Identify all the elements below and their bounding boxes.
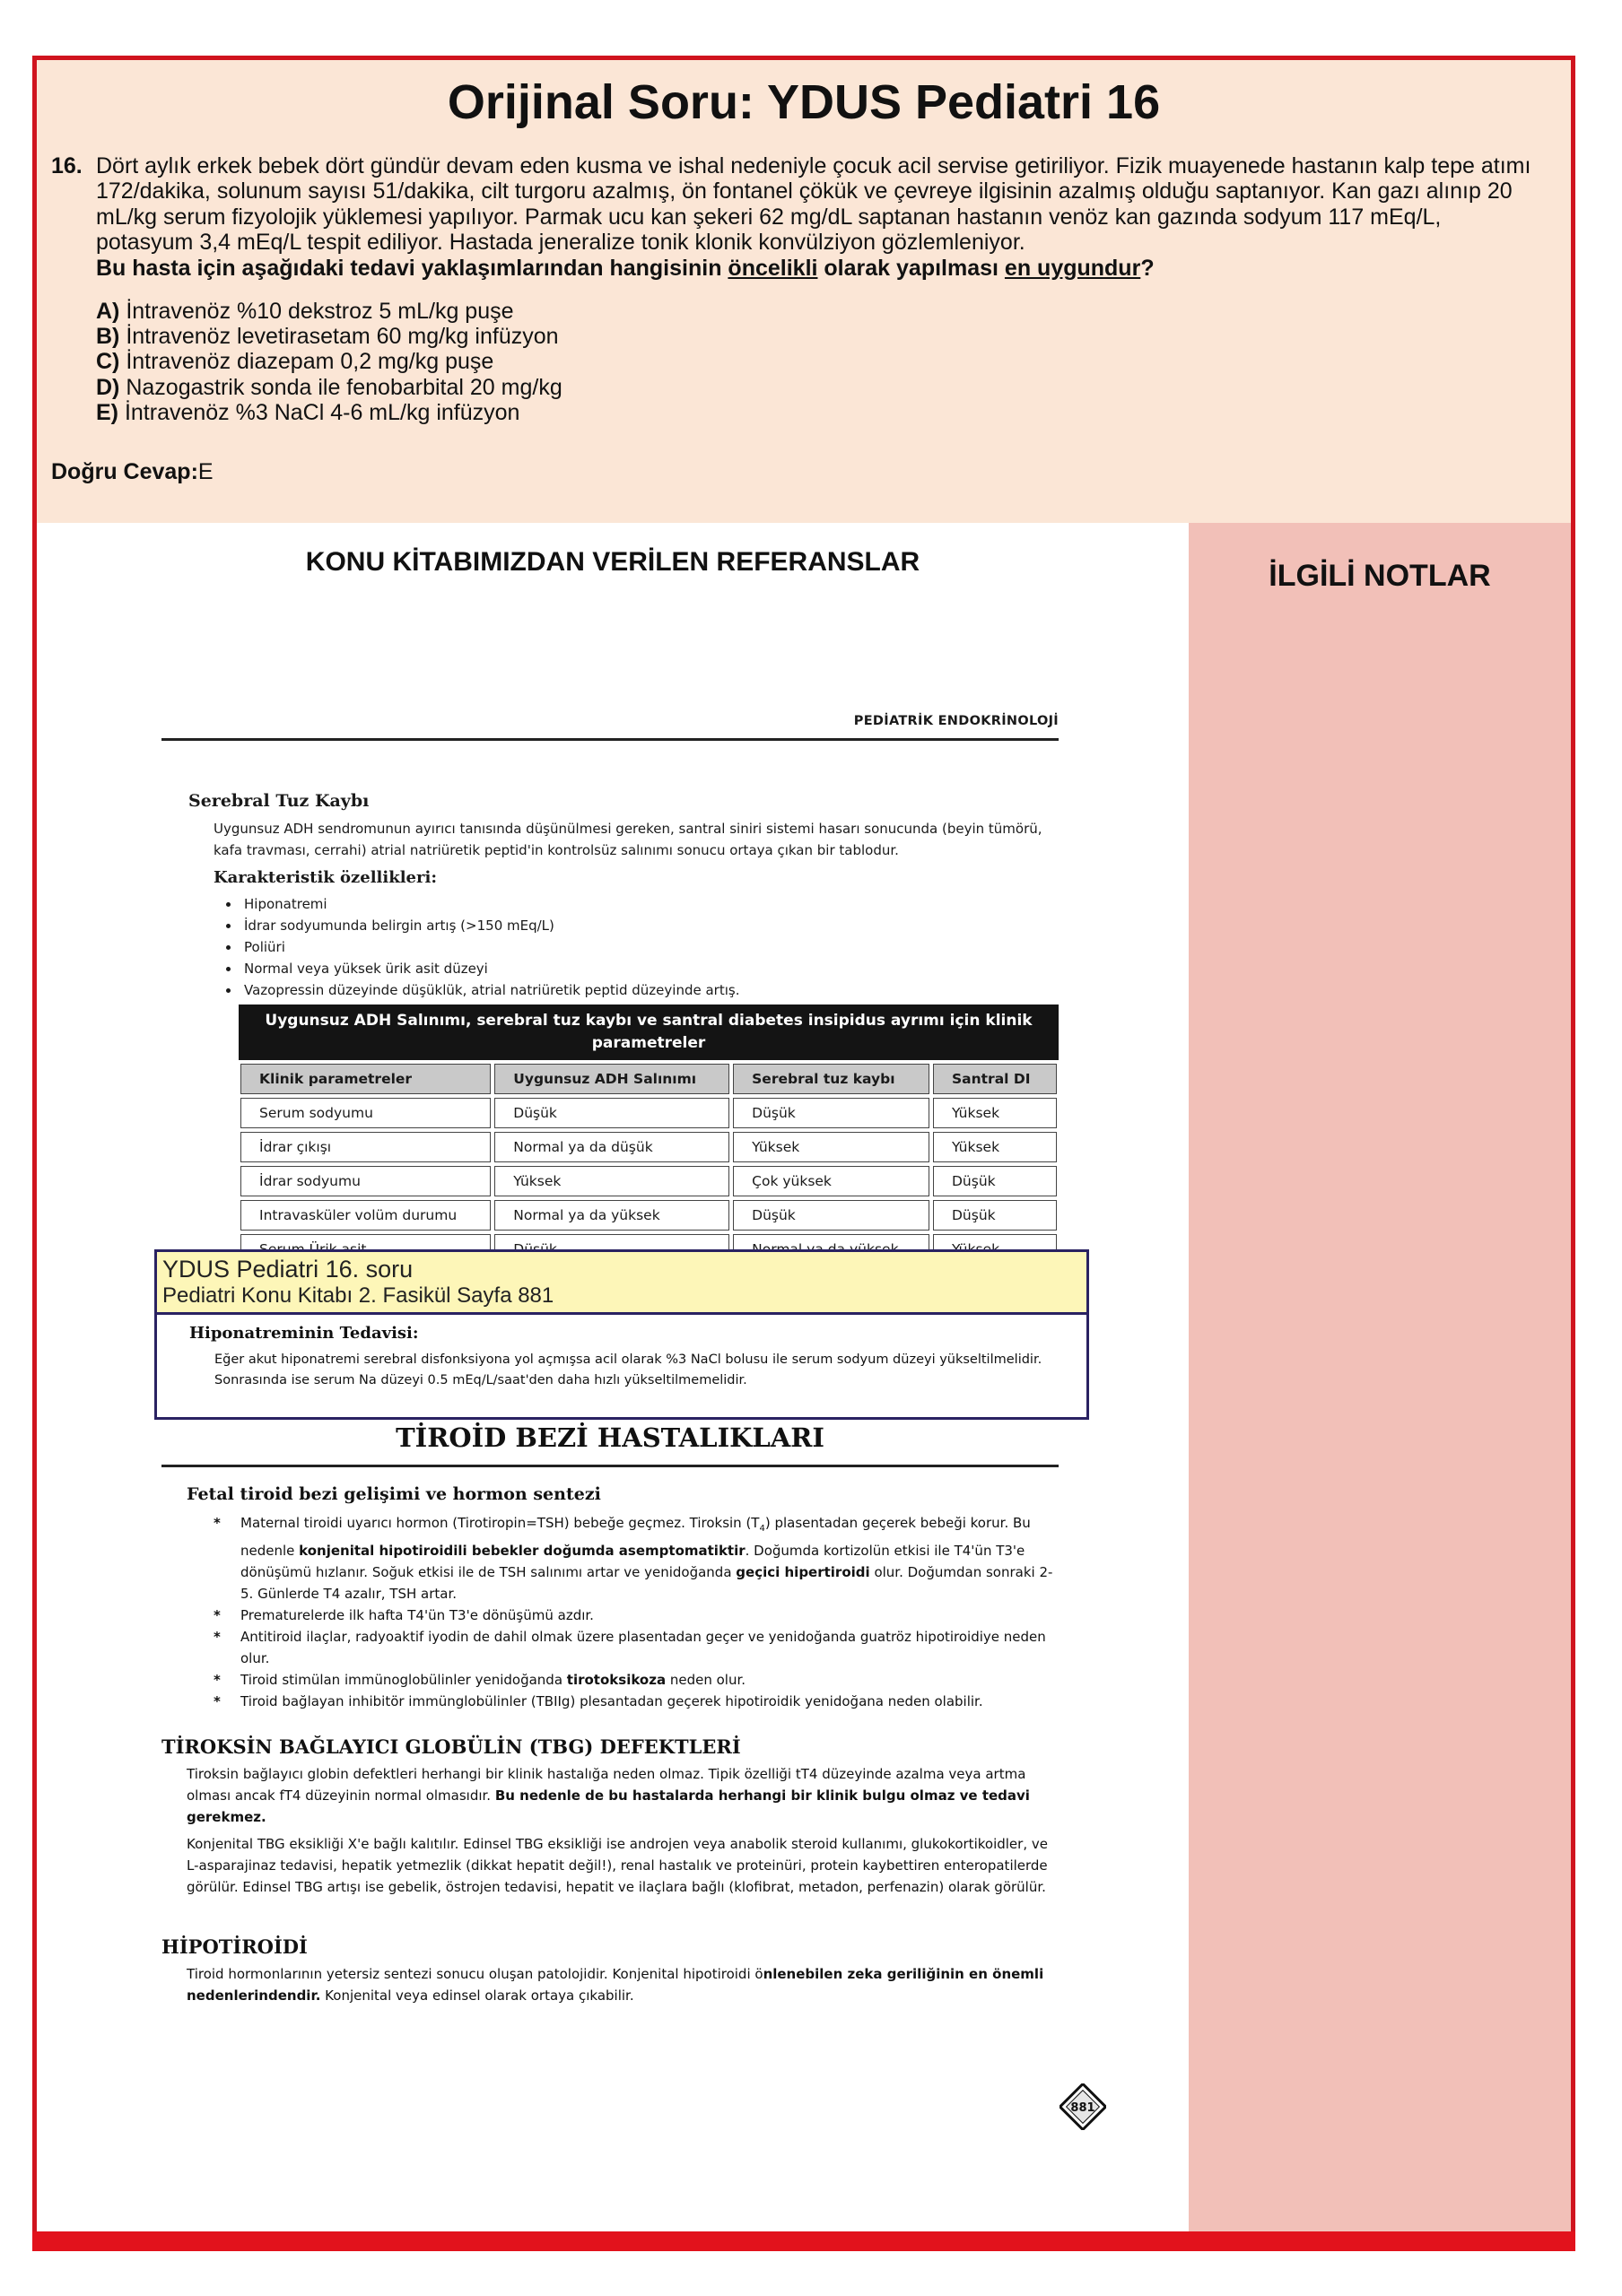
- table-cell: Düşük: [933, 1200, 1057, 1231]
- prompt-part-c: ?: [1140, 255, 1155, 281]
- table-header-cell: Serebral tuz kaybı: [733, 1064, 929, 1094]
- option-letter: E): [96, 399, 118, 425]
- prompt-underline-2: en uygundur: [1004, 255, 1141, 281]
- reference-source-line: YDUS Pediatri 16. soru: [162, 1256, 414, 1283]
- option-text: İntravenöz %10 dekstroz 5 mL/kg puşe: [119, 299, 514, 324]
- table-row: [240, 1098, 1057, 1128]
- notes-panel: [1189, 523, 1571, 2231]
- fetal-title: Fetal tiroid bezi gelişimi ve hormon sentezi: [187, 1484, 601, 1504]
- table-header-cell: Klinik parametreler: [240, 1064, 491, 1094]
- table-cell: İdrar sodyumu: [240, 1166, 491, 1196]
- fetal-item: * Prematurelerde ilk hafta T4'ün T3'e dönüşümü azdır.: [240, 1605, 1059, 1626]
- correct-answer-value: E: [197, 459, 214, 484]
- option-text: Nazogastrik sonda ile fenobarbital 20 mg/kg: [119, 374, 562, 400]
- hipo-title: Hiponatreminin Tedavisi:: [189, 1324, 419, 1343]
- fetal-list: [190, 1512, 1059, 1712]
- prompt-part-b: olarak yapılması: [817, 255, 1005, 281]
- features-list: [188, 893, 1059, 1001]
- option-e[interactable]: [96, 400, 562, 425]
- table-header-row: [240, 1064, 1057, 1094]
- table-cell: Düşük: [494, 1098, 729, 1128]
- chapter-rule: [161, 1465, 1059, 1467]
- header-rule: [161, 738, 1059, 741]
- table-row: [240, 1200, 1057, 1231]
- table-cell: Yüksek: [494, 1166, 729, 1196]
- correct-answer-label: Doğru Cevap:: [51, 459, 198, 484]
- feature-item: • Vazopressin düzeyinde düşüklük, atrial natriüretik peptid düzeyinde artış.: [240, 979, 1059, 1001]
- option-text: İntravenöz levetirasetam 60 mg/kg infüzyon: [119, 324, 559, 350]
- table-cell: Çok yüksek: [733, 1166, 929, 1196]
- table-cell: Düşük: [733, 1200, 929, 1231]
- feature-item: • Poliüri: [240, 936, 1059, 958]
- answer-options: [96, 299, 562, 425]
- option-letter: A): [96, 299, 120, 324]
- option-b[interactable]: [96, 324, 562, 349]
- table-row: [240, 1166, 1057, 1196]
- tbg-paragraph-1: Tiroksin bağlayıcı globin defektleri herhangi bir klinik hastalığa neden olmaz. Tipik özelliği tT4 düzeyinde azalma veya artma olması ancak fT4 düzeyinin normal olmasıdır. Bu nedenle de bu hastalarda herhangi bir klinik bulgu olmaz ve tedavi gerekmez.: [187, 1766, 1030, 1825]
- question-number: 16.: [51, 153, 83, 178]
- comparison-table-block: [239, 1004, 1059, 1268]
- prompt-underline-1: öncelikli: [728, 255, 818, 281]
- page-number: 881: [1070, 2101, 1095, 2115]
- table-cell: İdrar çıkışı: [240, 1132, 491, 1162]
- bottom-accent-bar: [32, 2231, 1575, 2251]
- fetal-item: * Tiroid stimülan immünoglobülinler yenidoğanda tirotoksikoza neden olur.: [240, 1669, 1059, 1691]
- option-letter: D): [96, 374, 120, 400]
- option-c[interactable]: [96, 349, 562, 374]
- tbg-title: TİROKSİN BAĞLAYICI GLOBÜLİN (TBG) DEFEKTLERİ: [161, 1735, 741, 1758]
- option-text: İntravenöz diazepam 0,2 mg/kg puşe: [119, 349, 494, 375]
- question-stem-text: Dört aylık erkek bebek dört gündür devam eden kusma ve ishal nedeniyle çocuk acil servise getiriliyor. Fizik muayenede hastanın kalp tepe atımı 172/dakika, solunum sayısı 51/dakika, cilt turgoru azalmış, ön fontanel çökük ve çevreye ilgisinin azalmış olduğu saptanıyor. Kan gazı alınıp 20 mL/kg serum fizyolojik yüklemesi yapılıyor. Parmak ucu kan şekeri 62 mg/dL saptanan hastanın venöz kan gazında sodyum 117 mEq/L, potasyum 3,4 mEq/L tespit ediliyor. Hastada jeneralize tonik klonik konvülziyon gözlemleniyor.: [96, 153, 1531, 256]
- hipotiroidi-title: HİPOTİROİDİ: [161, 1935, 308, 1958]
- option-d[interactable]: [96, 375, 562, 400]
- option-letter: C): [96, 349, 120, 375]
- features-title: Karakteristik özellikleri:: [214, 868, 437, 887]
- question-stem: [96, 153, 1531, 281]
- fetal-item: * Antitiroid ilaçlar, radyoaktif iyodin de dahil olmak üzere plasentadan geçer ve yenidoğanda guatröz hipotiroidiye neden olur.: [240, 1626, 1059, 1669]
- table-cell: Yüksek: [933, 1098, 1057, 1128]
- prompt-part-a: Bu hasta için aşağıdaki tedavi yaklaşımlarından hangisinin: [96, 255, 728, 281]
- table-cell: Serum sodyumu: [240, 1098, 491, 1128]
- table-cell: Normal ya da düşük: [494, 1132, 729, 1162]
- hipo-text: Eğer akut hiponatremi serebral disfonksiyona yol açmışsa acil olarak %3 NaCl bolusu ile serum sodyum düzeyi yükseltilmelidir. Sonrasında ise serum Na düzeyi 0.5 mEq/L/saat'den daha hızlı yükseltilmemelidir.: [214, 1352, 1042, 1387]
- option-letter: B): [96, 324, 120, 350]
- option-text: İntravenöz %3 NaCl 4-6 mL/kg infüzyon: [118, 399, 520, 425]
- chapter-title: TİROİD BEZİ HASTALIKLARI: [396, 1422, 824, 1453]
- tbg-paragraph-2: Konjenital TBG eksikliği X'e bağlı kalıtılır. Edinsel TBG eksikliği ise androjen veya anabolik steroid kullanımı, glukokortikoidler, ve L-asparajinaz tedavisi, hepatik yetmezlik (dikkat hepatit değil!), renal hastalık ve proteinüri, protein kaybettiren enteropatilerde görülür. Edinsel TBG artışı ise gebelik, östrojen tedavisi, hepatit ve ilaçlara bağlı (klofibrat, metadon, perfenazin) olarak görülür.: [187, 1836, 1048, 1895]
- feature-item: • İdrar sodyumunda belirgin artış (>150 mEq/L): [240, 915, 1059, 936]
- book-section-header: PEDİATRİK ENDOKRİNOLOJİ: [853, 714, 1059, 728]
- fetal-item: * Tiroid bağlayan inhibitör immünglobülinler (TBIIg) plesantadan geçerek hipotiroidik yenidoğana neden olabilir.: [240, 1691, 1059, 1712]
- reference-page-line: Pediatri Konu Kitabı 2. Fasikül Sayfa 881: [162, 1283, 554, 1308]
- notes-title: İLGİLİ NOTLAR: [1269, 559, 1491, 593]
- option-a[interactable]: [96, 299, 562, 324]
- question-title: Orijinal Soru: YDUS Pediatri 16: [447, 75, 1161, 129]
- table-cell: Intravasküler volüm durumu: [240, 1200, 491, 1231]
- question-panel: [37, 60, 1571, 523]
- reference-callout: [154, 1249, 1089, 1420]
- correct-answer: [51, 459, 214, 485]
- table-caption: Uygunsuz ADH Salınımı, serebral tuz kaybı ve santral diabetes insipidus ayrımı için klinik parametreler: [239, 1004, 1059, 1060]
- table-cell: Normal ya da yüksek: [494, 1200, 729, 1231]
- feature-item: • Normal veya yüksek ürik asit düzeyi: [240, 958, 1059, 979]
- comparison-table: [237, 1060, 1060, 1268]
- table-cell: Düşük: [733, 1098, 929, 1128]
- question-prompt: [96, 256, 1531, 281]
- feature-item: • Hiponatremi: [240, 893, 1059, 915]
- table-cell: Yüksek: [733, 1132, 929, 1162]
- stk-text: Uygunsuz ADH sendromunun ayırıcı tanısında düşünülmesi gereken, santral siniri sistemi hasarı sonucunda (beyin tümörü, kafa travması, cerrahi) atrial natriüretik peptid'in kontrolsüz salınımı sonucu ortaya çıkan bir tablodur.: [214, 821, 1042, 858]
- table-row: [240, 1132, 1057, 1162]
- stk-title: Serebral Tuz Kaybı: [188, 791, 370, 811]
- table-cell: Yüksek: [933, 1132, 1057, 1162]
- table-header-cell: Uygunsuz ADH Salınımı: [494, 1064, 729, 1094]
- fetal-item: * Maternal tiroidi uyarıcı hormon (Tirotiropin=TSH) bebeğe geçmez. Tiroksin $(T_4)$ plasentadan geçerek bebeği korur. Bu nedenle konjenital hipotiroidili bebekler doğumda asemptomatiktir. Doğumda kortizolün etkisi ile T4'ün T3'e dönüşümü hızlanır. Soğuk etkisi ile de TSH salınımı artar ve yenidoğanda geçici hipertiroidi olur. Doğumdan sonraki 2-5. Günlerde T4 azalır, TSH artar.: [240, 1512, 1059, 1605]
- table-header-cell: Santral DI: [933, 1064, 1057, 1094]
- reference-label-box: [157, 1252, 1086, 1315]
- page-number-badge: [1060, 2083, 1106, 2130]
- hipotiroidi-text: Tiroid hormonlarının yetersiz sentezi sonucu oluşan patolojidir. Konjenital hipotiroidi önlenebilen zeka geriliğinin en önemli nedenlerindendir. Konjenital veya edinsel olarak ortaya çıkabilir.: [187, 1966, 1044, 2004]
- references-title: KONU KİTABIMIZDAN VERİLEN REFERANSLAR: [305, 547, 920, 577]
- table-cell: Düşük: [933, 1166, 1057, 1196]
